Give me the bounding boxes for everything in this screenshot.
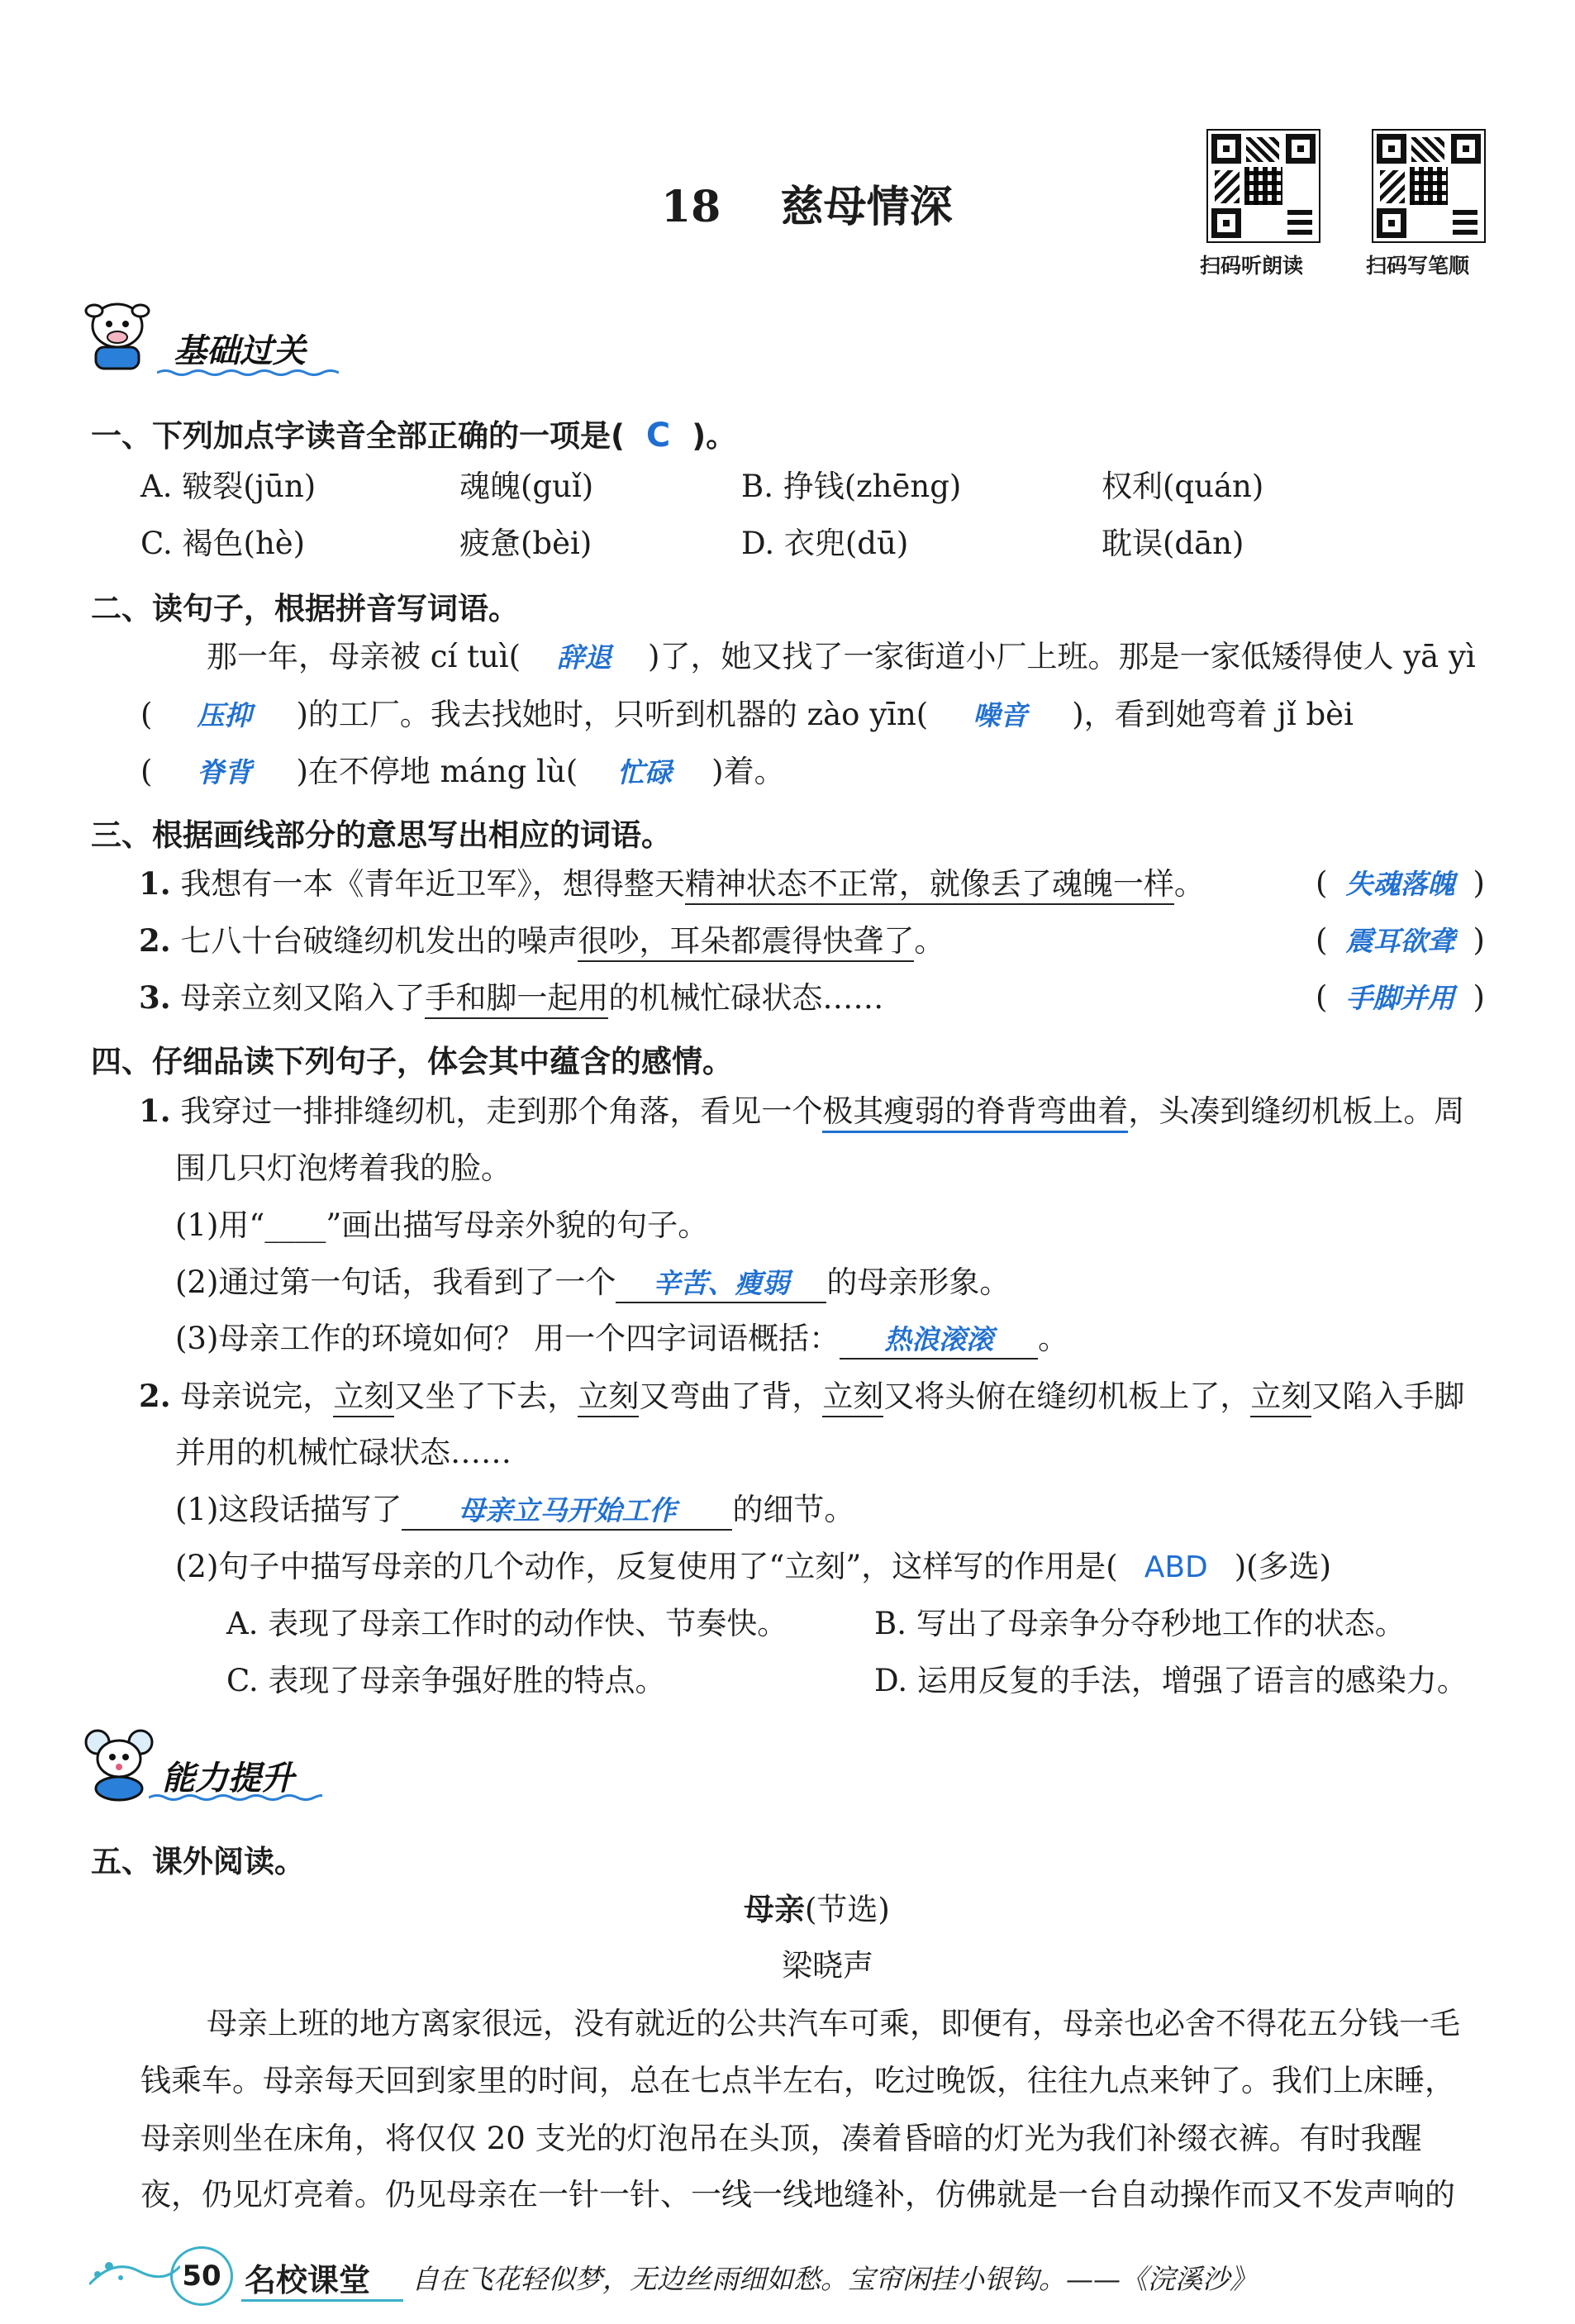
q2-answer-1: 辞退 bbox=[557, 641, 612, 674]
q4-prompt: 四、仔细品读下列句子，体会其中蕴含的感情。 bbox=[91, 1044, 733, 1079]
footer-decoration-icon bbox=[89, 2241, 180, 2291]
q2-line1: 那一年，母亲被 cí tuì( 辞退 )了，她又找了一家街道小厂上班。那是一家低矮得使人 yā yì bbox=[207, 639, 1476, 674]
page-number-badge bbox=[170, 2246, 233, 2306]
reading-line-4: 夜，仍见灯亮着。仍见母亲在一针一针、一线一线地缝补，仿佛就是一台自动操作而又不发声响的 bbox=[140, 2177, 1455, 2212]
reading-line-2: 钱乘车。母亲每天回到家里的时间，总在七点半左右，吃过晚饭，往往九点来钟了。我们上床睡， bbox=[140, 2063, 1455, 2098]
qr-code-listen-icon[interactable] bbox=[1206, 129, 1320, 243]
section-basic-label: 基础过关 bbox=[174, 332, 306, 370]
q1-answer: C bbox=[645, 417, 671, 455]
q4-s2-question-1: (1)这段话描写了 母亲立马开始工作 的细节。 bbox=[175, 1492, 854, 1531]
q4-sentence-2-cont: 并用的机械忙碌状态…… bbox=[175, 1435, 512, 1470]
q4-s2-answer-1: 母亲立马开始工作 bbox=[402, 1493, 732, 1531]
q4-s1-question-3: (3)母亲工作的环境如何？ 用一个四字词语概括： 热浪滚滚 。 bbox=[175, 1321, 1068, 1360]
q3-item-1-underline: 精神状态不正常，就像丢了魂魄一样 bbox=[685, 866, 1174, 905]
q1-option-a2: 魂魄(guǐ) bbox=[459, 469, 594, 504]
q3-item-2: 2. 七八十台破缝纫机发出的噪声很吵，耳朵都震得快聋了。 bbox=[139, 922, 945, 960]
q1-option-a1: A. 皲裂(jūn) bbox=[140, 469, 316, 504]
q3-item-3-answer: ( 手脚并用 ) bbox=[1316, 979, 1485, 1015]
mascot-mouse-icon bbox=[81, 1724, 157, 1803]
lesson-title bbox=[661, 172, 953, 234]
q4-option-b: B. 写出了母亲争分夺秒地工作的状态。 bbox=[874, 1606, 1406, 1641]
q4-s1-question-2: (2)通过第一句话，我看到了一个 辛苦、瘦弱 的母亲形象。 bbox=[175, 1264, 1010, 1303]
q2-answer-5: 忙碌 bbox=[617, 756, 673, 788]
q1-option-c1: C. 褐色(hè) bbox=[140, 526, 306, 561]
reading-title: 母亲(节选) bbox=[744, 1892, 890, 1927]
lesson-name: 慈母情深 bbox=[780, 182, 953, 232]
footer-brand: 名校课堂 bbox=[245, 2262, 371, 2298]
section-ability-wave bbox=[149, 1793, 322, 1802]
q1-option-c2: 疲惫(bèi) bbox=[459, 526, 592, 561]
q2-answer-3: 噪音 bbox=[973, 699, 1028, 731]
q3-item-3: 3. 母亲立刻又陷入了手和脚一起用的机械忙碌状态…… bbox=[139, 979, 883, 1017]
qr1-caption: 扫码听朗读 bbox=[1200, 254, 1304, 278]
q4-s2-question-2: (2)句子中描写母亲的几个动作，反复使用了“立刻”，这样写的作用是( ABD )(多选) bbox=[175, 1549, 1332, 1584]
qr-code-stroke-icon[interactable] bbox=[1372, 129, 1486, 243]
q2-prompt: 二、读句子，根据拼音写词语。 bbox=[91, 591, 519, 626]
q4-sentence-1: 1. 我穿过一排排缝纫机，走到那个角落，看见一个极其瘦弱的脊背弯曲着，头凑到缝纫机板上。周 bbox=[139, 1093, 1464, 1130]
reading-line-1: 母亲上班的地方离家很远，没有就近的公共汽车可乘，即便有，母亲也必舍不得花五分钱一毛 bbox=[207, 2006, 1460, 2041]
q2-answer-4: 脊背 bbox=[197, 756, 252, 788]
lesson-number: 18 bbox=[661, 182, 721, 232]
qr2-caption: 扫码写笔顺 bbox=[1366, 254, 1470, 278]
q1-option-b2: 权利(quán) bbox=[1102, 469, 1264, 504]
q4-s1-question-1: (1)用“____”画出描写母亲外貌的句子。 bbox=[175, 1207, 709, 1243]
q2-answer-2: 压抑 bbox=[197, 699, 252, 731]
q2-line3: ( 脊背 )在不停地 máng lù( 忙碌 )着。 bbox=[140, 754, 785, 789]
footer-quote: 自在飞花轻似梦，无边丝雨细如愁。宝帘闲挂小银钩。——《浣溪沙》 bbox=[412, 2263, 1257, 2295]
footer-brand-underline bbox=[241, 2299, 403, 2302]
reading-author: 梁晓声 bbox=[782, 1948, 873, 1983]
q3-item-3-underline: 手和脚一起用 bbox=[425, 980, 608, 1019]
q4-sentence-1-cont: 围几只灯泡烤着我的脸。 bbox=[175, 1150, 512, 1186]
q5-prompt: 五、课外阅读。 bbox=[91, 1844, 305, 1879]
q4-option-d: D. 运用反复的手法，增强了语言的感染力。 bbox=[874, 1663, 1468, 1698]
q1-option-b1: B. 挣钱(zhēng) bbox=[741, 469, 962, 504]
page-number: 50 bbox=[182, 2260, 221, 2293]
q4-option-c: C. 表现了母亲争强好胜的特点。 bbox=[226, 1663, 666, 1698]
section-ability-label: 能力提升 bbox=[162, 1760, 294, 1798]
section-basic-wave bbox=[157, 369, 339, 377]
q4-s2-answer-2: ABD bbox=[1144, 1550, 1208, 1584]
q3-item-1: 1. 我想有一本《青年近卫军》，想得整天精神状态不正常，就像丢了魂魄一样。 bbox=[139, 865, 1205, 902]
q4-s1-answer-2: 辛苦、瘦弱 bbox=[616, 1265, 826, 1303]
q4-sentence-1-underline: 极其瘦弱的脊背弯曲着 bbox=[822, 1093, 1128, 1133]
q4-s1-answer-3: 热浪滚滚 bbox=[840, 1322, 1038, 1360]
q2-line2: ( 压抑 )的工厂。我去找她时，只听到机器的 zào yīn( 噪音 )，看到她弯着 jǐ bèi bbox=[140, 697, 1354, 732]
q1-option-d2: 耽误(dān) bbox=[1102, 526, 1244, 561]
q4-sentence-2: 2. 母亲说完，立刻又坐了下去，立刻又弯曲了背，立刻又将头俯在缝纫机板上了，立刻又陷入手脚 bbox=[139, 1378, 1464, 1415]
q3-item-1-answer: ( 失魂落魄 ) bbox=[1316, 865, 1485, 901]
reading-line-3: 母亲则坐在床角，将仅仅 20 支光的灯泡吊在头顶，凑着昏暗的灯光为我们补缀衣裤。有时我醒 bbox=[140, 2121, 1422, 2156]
q3-item-2-underline: 很吵，耳朵都震得快聋了 bbox=[578, 923, 914, 962]
q4-option-a: A. 表现了母亲工作时的动作快、节奏快。 bbox=[226, 1606, 788, 1641]
q3-item-2-answer: ( 震耳欲聋 ) bbox=[1316, 922, 1485, 958]
q1-prompt: 一、下列加点字读音全部正确的一项是( C )。 bbox=[91, 417, 737, 455]
mascot-cow-icon bbox=[79, 293, 155, 375]
q3-prompt: 三、根据画线部分的意思写出相应的词语。 bbox=[91, 817, 672, 853]
q1-option-d1: D. 衣兜(dū) bbox=[741, 526, 909, 561]
